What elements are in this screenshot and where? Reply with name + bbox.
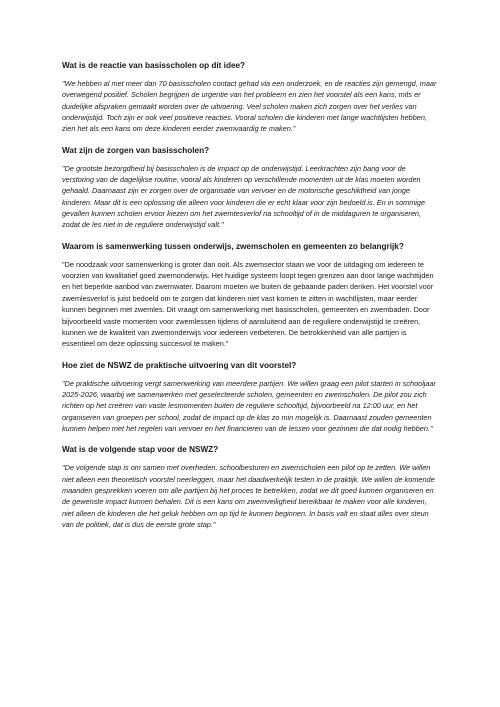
qa-section-reactie — [62, 60, 438, 135]
answer-paragraph: "We hebben al met meer dan 70 basisscholen contact gehad via een onderzoek, en de reacties zijn gemengd, maar overwegend positief. Scholen begrijpen de urgentie van het probleem en zien het voorstel als een kans, mits er duidelijke afspraken gemaakt worden over de uitvoering. Veel scholen maken zich zorgen over het verlies van onderwijstijd. Toch zijn er ook veel positieve reacties. Vooral scholen die kinderen met lange wachtlijsten hebben, zien het als een kans om deze kinderen eerder zwemvaardig te maken." — [62, 79, 437, 134]
answer-paragraph: "De volgende stap is om samen met overheden, schoolbesturen en zwemscholen een pilot op te zetten. We willen niet alleen een theoretisch voorstel neerleggen, maar het daadwerkelijk testen in de praktijk. We willen de komende maanden gesprekken voeren om alle partijen bij het proces te betrekken, zodat we dit goed kunnen organiseren en de gewenste impact kunnen behalen. Dit is een kans om zwemveiligheid bereikbaar te maken voor alle kinderen, niet alleen de kinderen die het geluk hebben om op tijd te kunnen beginnen. In basis valt en staat alles over steun van de politiek, dat is dus de eerste grote stap." — [62, 463, 435, 529]
question-heading: Hoe ziet de NSWZ de praktische uitvoering van dit voorstel? — [62, 360, 297, 370]
qa-section-zorgen — [62, 145, 438, 231]
answer-paragraph: "De noodzaak voor samenwerking is groter dan ooit. Als zwemsector staan we voor de uitdaging om iedereen te voorzien van kwalitatief goed zwemonderwijs. Het huidige systeem loopt tegen grenzen aan door lange wachttijden en het beperkte aanbod van zwemwater. Daarom moeten we buiten de gebaande paden denken. Het voorstel voor zwemlesverlof is juist bedoeld om te zorgen dat kinderen niet vast komen te zitten in wachtlijsten, maar eerder kunnen beginnen met zwemles. Dit vraagt om samenwerking met basisscholen, gemeenten en zwembaden. Door bijvoorbeeld vaste momenten voor zwemlessen tijdens of aansluitend aan de reguliere onderwijstijd te creëren, kunnen we de kwaliteit van zwemonderwijs voor iedereen verbeteren. De betrokkenheid van alle partijen is essentieel om deze oplossing succesvol te maken." — [62, 259, 434, 349]
qa-section-samenwerking — [62, 241, 438, 350]
answer-paragraph: "De praktische uitvoering vergt samenwerking van meerdere partijen. We willen graag een pilot starten in schooljaar 2025-2026, waarbij we samenwerken met geselecteerde scholen, gemeenten en zwemscholen. De pilot zou zich richten op het creëren van vaste lesmomenten buiten de reguliere schooltijd, bijvoorbeeld na 12:00 uur, en het organiseren van groepen per school, zodat de impact op de klas zo min mogelijk is. Daarnaast zouden gemeenten kunnen helpen met het regelen van vervoer en het financieren van de lessen voor gezinnen die dat nodig hebben." — [62, 378, 436, 433]
question-heading: Waarom is samenwerking tussen onderwijs, zwemscholen en gemeenten zo belangrijk? — [62, 241, 404, 251]
question-heading: Wat zijn de zorgen van basisscholen? — [62, 145, 210, 155]
answer-paragraph: "De grootste bezorgdheid bij basisscholen is de impact op de onderwijstijd. Leerkrachten zijn bang voor de verstoring van de dagelijkse routine, vooral als kinderen op verschillende momenten uit de klas moeten worden gehaald. Daarnaast zijn er zorgen over de organisatie van vervoer en de motorische geschiktheid van jonge kinderen. Maar dit is een oplossing die alleen voor kinderen die er echt klaar voor zijn bedoeld is. En in sommige gevallen kunnen scholen ervoor kiezen om het zwemtesverlof na schooltijd of in de middaguren te organiseren, zodat de les niet in de reguliere onderwijstijd valt." — [62, 163, 426, 230]
question-heading: Wat is de volgende stap voor de NSWZ? — [62, 445, 219, 455]
question-heading: Wat is de reactie van basisscholen op dit idee? — [62, 61, 246, 70]
qa-section-uitvoering — [62, 360, 438, 435]
qa-section-volgende-stap — [62, 444, 438, 530]
